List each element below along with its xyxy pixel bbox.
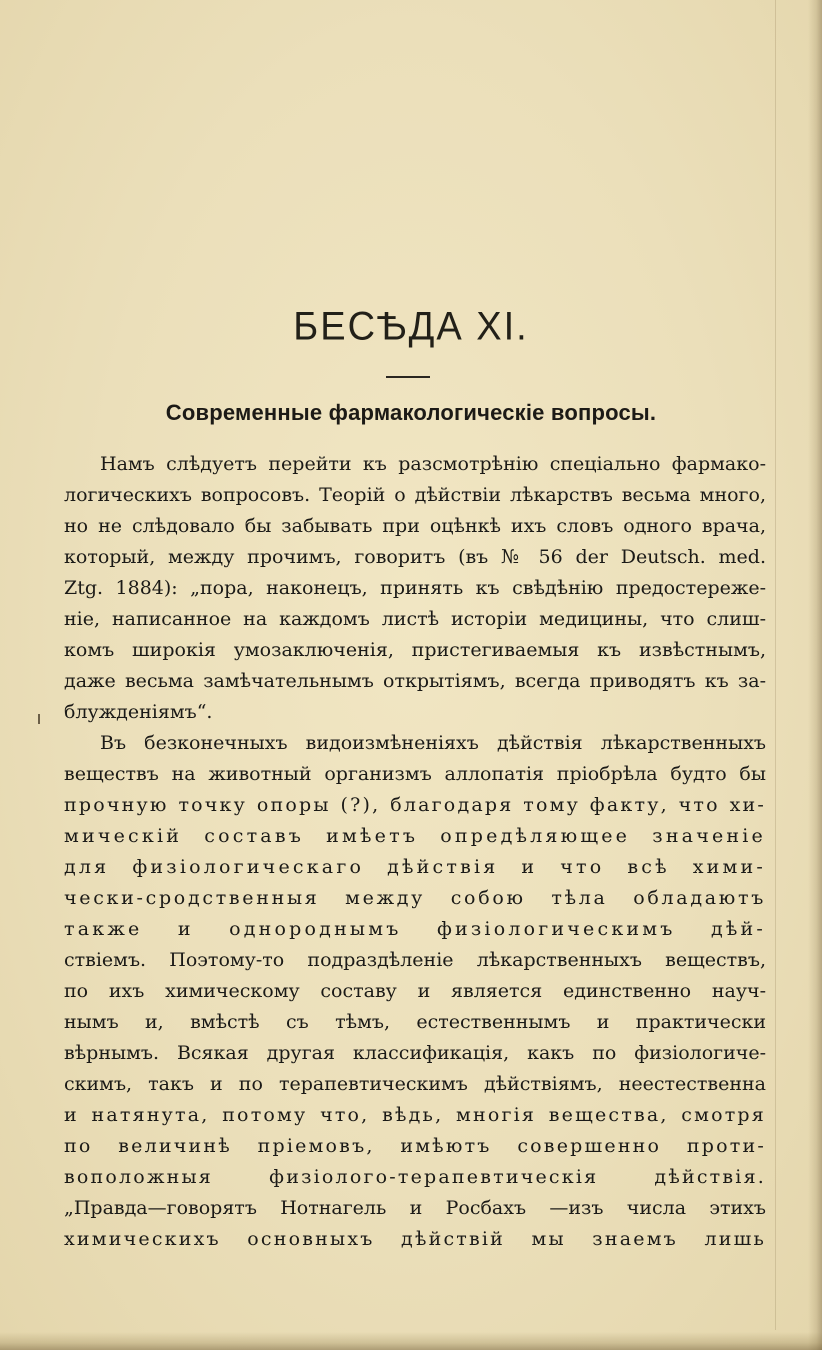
page-edge-right bbox=[808, 0, 822, 1350]
text-line: веществъ на животный организмъ аллопатія пріобрѣла будто бы bbox=[64, 763, 766, 785]
text-line: Намъ слѣдуетъ перейти къ разсмотрѣнію спеціально фармако- bbox=[100, 453, 766, 475]
text-line: комъ широкія умозаключенія, пристегиваемыя къ извѣстнымъ, bbox=[64, 639, 766, 661]
text-line: химическихъ основныхъ дѣйствій мы знаемъ лишь bbox=[64, 1228, 766, 1250]
text-line: который, между прочимъ, говоритъ (въ № 56 der Deutsch. med. bbox=[64, 546, 766, 568]
text-line: „Правда—говорятъ Нотнагель и Росбахъ —изъ числа этихъ bbox=[64, 1197, 766, 1219]
text-line: воположныя физіолого-терапевтическія дѣйствія. bbox=[64, 1166, 766, 1188]
text-line: также и однороднымъ физіологическимъ дѣй- bbox=[64, 918, 766, 940]
text-line: по ихъ химическому составу и является единственно науч- bbox=[64, 980, 766, 1002]
text-line: логическихъ вопросовъ. Теорій о дѣйствіи лѣкарствъ весьма много, bbox=[64, 484, 766, 506]
chapter-title: БЕСѢДА XI. bbox=[293, 304, 529, 350]
text-line: по величинѣ пріемовъ, имѣютъ совершенно проти- bbox=[64, 1135, 766, 1157]
text-line: вѣрнымъ. Всякая другая классификація, какъ по физіологиче- bbox=[64, 1042, 766, 1064]
text-line: мическій составъ имѣетъ опредѣляющее значеніе bbox=[64, 825, 766, 847]
text-line: Ztg. 1884): „пора, наконецъ, принять къ свѣдѣнію предостереже- bbox=[64, 577, 766, 599]
text-line: блужденіямъ“. bbox=[64, 701, 213, 723]
text-line: для физіологическаго дѣйствія и что всѣ хими- bbox=[64, 856, 766, 878]
body-text bbox=[64, 449, 766, 1255]
text-line: ствіемъ. Поэтому-то подраздѣленіе лѣкарственныхъ веществъ, bbox=[64, 949, 766, 971]
text-line: ніе, написанное на каждомъ листѣ исторіи медицины, что слиш- bbox=[64, 608, 766, 630]
text-line: но не слѣдовало бы забывать при оцѣнкѣ ихъ словъ одного врача, bbox=[64, 515, 766, 537]
text-line: прочную точку опоры (?), благодаря тому факту, что хи- bbox=[64, 794, 766, 816]
text-line: скимъ, такъ и по терапевтическимъ дѣйствіямъ, неестественна bbox=[64, 1073, 766, 1095]
chapter-subtitle: Современные фармакологическіе вопросы. bbox=[165, 400, 657, 425]
text-line: нымъ и, вмѣстѣ съ тѣмъ, естественнымъ и практически bbox=[64, 1011, 766, 1033]
text-line: и натянута, потому что, вѣдь, многія вещества, смотря bbox=[64, 1104, 766, 1126]
page-edge-bottom bbox=[0, 1332, 822, 1350]
text-line: Въ безконечныхъ видоизмѣненіяхъ дѣйствія лѣкарственныхъ bbox=[100, 732, 766, 754]
title-divider bbox=[386, 376, 430, 378]
page-fold-shadow bbox=[775, 0, 776, 1330]
text-line: чески-сродственныя между собою тѣла обладаютъ bbox=[64, 887, 766, 909]
margin-mark bbox=[38, 714, 40, 724]
text-line: даже весьма замѣчательнымъ открытіямъ, всегда приводятъ къ за- bbox=[64, 670, 766, 692]
